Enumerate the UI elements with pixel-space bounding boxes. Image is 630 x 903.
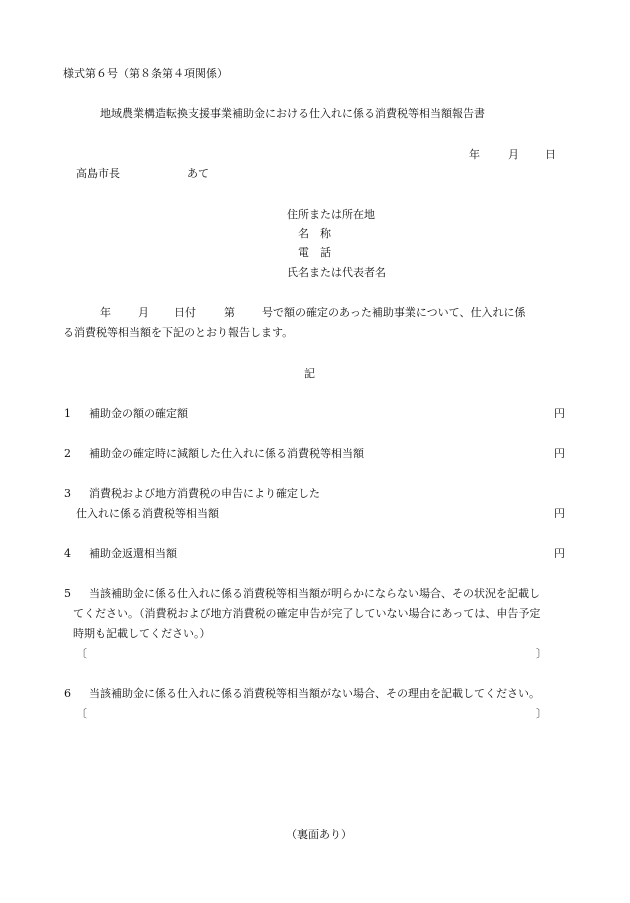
item-text-continuation: 仕入れに係る消費税等相当額	[76, 507, 219, 520]
intro-line2: る消費税等相当額を下記のとおり報告します。	[63, 326, 294, 339]
item-text: 補助金の確定時に減額した仕入れに係る消費税等相当額	[89, 447, 364, 460]
form-number: 様式第６号（第８条第４項関係）	[63, 67, 228, 80]
page-footer-note: （裏面あり）	[286, 828, 352, 841]
applicant-phone-label: 電 話	[298, 246, 331, 259]
applicant-name-label: 名 称	[298, 227, 331, 240]
item-text: 当該補助金に係る仕入れに係る消費税等相当額がない場合、その理由を記載してください。	[89, 687, 540, 700]
addressee-name: 高島市長	[76, 167, 120, 180]
date-month-label: 月	[508, 148, 519, 161]
date-day-label: 日	[545, 148, 556, 161]
item-unit: 円	[554, 407, 565, 420]
item-number: 6	[64, 687, 71, 700]
item-text: 補助金の額の確定額	[89, 407, 188, 420]
item-number: 5	[64, 587, 71, 600]
item-number: 3	[64, 487, 71, 500]
bracket-open: 〔	[76, 647, 87, 660]
applicant-address-label: 住所または所在地	[287, 208, 375, 221]
bracket-close: 〕	[536, 647, 547, 660]
date-year-label: 年	[469, 148, 480, 161]
intro-month: 月	[138, 306, 149, 319]
item-text: 補助金返還相当額	[89, 547, 177, 560]
item-unit: 円	[554, 507, 565, 520]
item-number: 1	[64, 407, 71, 420]
item-unit: 円	[554, 547, 565, 560]
bracket-close: 〕	[536, 707, 547, 720]
bracket-open: 〔	[76, 707, 87, 720]
intro-no-prefix: 第	[224, 306, 235, 319]
item-number: 2	[64, 447, 71, 460]
intro-line1: 号で額の確定のあった補助事業について、仕入れに係	[262, 306, 526, 319]
item-text-continuation: 時期も記載してください。）	[73, 627, 211, 640]
ki-heading: 記	[304, 367, 315, 380]
document-title: 地域農業構造転換支援事業補助金における仕入れに係る消費税等相当額報告書	[100, 107, 485, 120]
item-unit: 円	[554, 447, 565, 460]
applicant-representative-label: 氏名または代表者名	[287, 266, 386, 279]
item-text: 消費税および地方消費税の申告により確定した	[89, 487, 320, 500]
item-text-continuation: てください。（消費税および地方消費税の確定申告が完了していない場合にあっては、申告予定	[73, 607, 541, 620]
intro-year: 年	[100, 306, 111, 319]
addressee-suffix: あて	[187, 167, 209, 180]
item-number: 4	[64, 547, 71, 560]
item-text: 当該補助金に係る仕入れに係る消費税等相当額が明らかにならない場合、その状況を記載し	[89, 587, 540, 600]
intro-day: 日付	[174, 306, 196, 319]
